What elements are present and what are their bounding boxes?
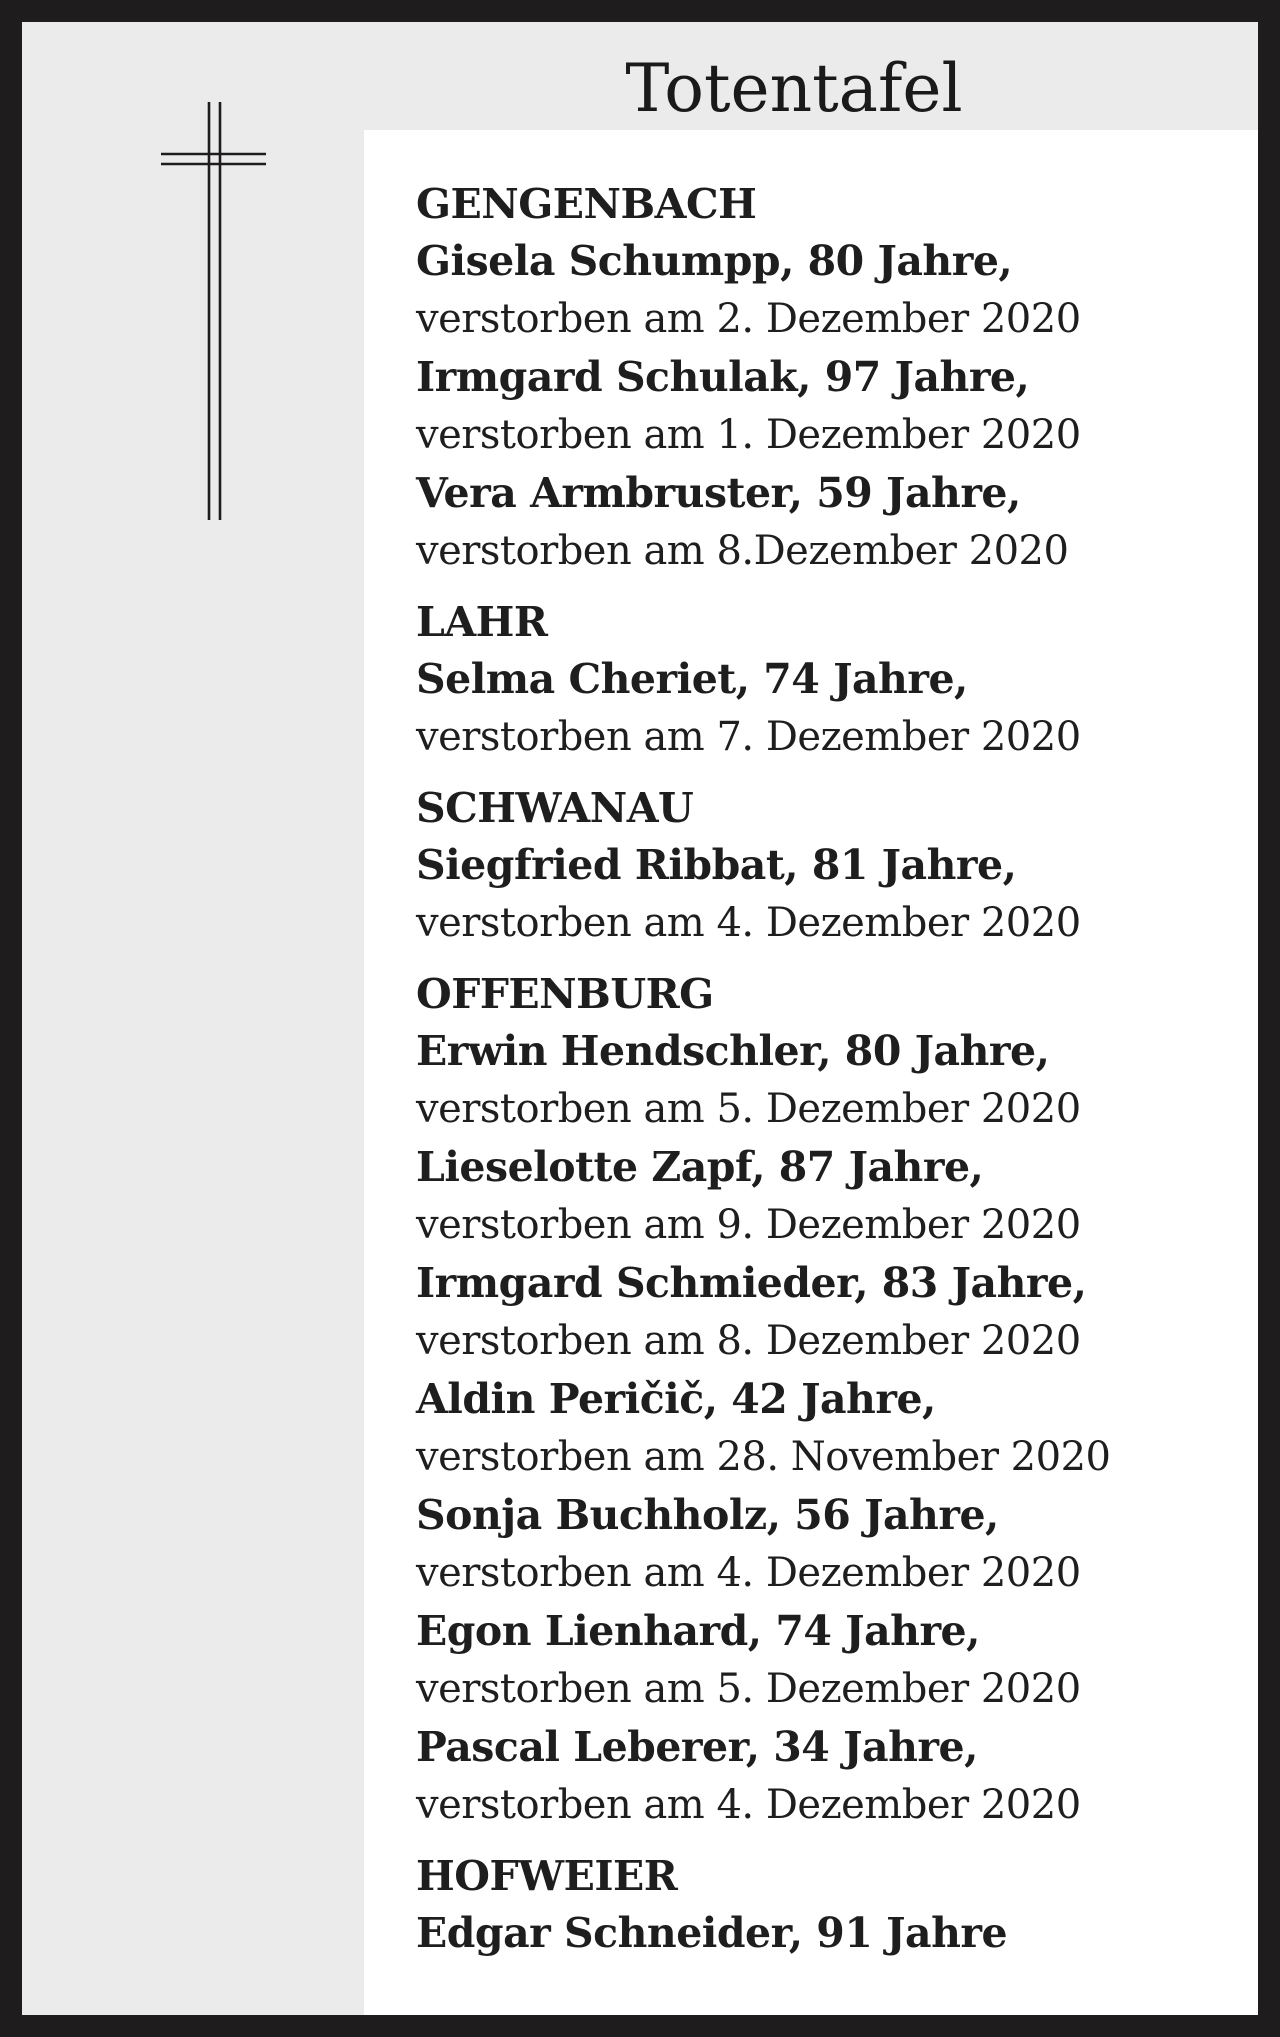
section-gengenbach — [416, 176, 1236, 580]
deceased-name: Gisela Schumpp, 80 Jahre, — [416, 237, 1013, 285]
death-date: verstorben am 9. Dezember 2020 — [416, 1202, 1081, 1248]
page-title: Totentafel — [625, 50, 963, 127]
deceased-name: Vera Armbruster, 59 Jahre, — [416, 469, 1021, 517]
place-heading: LAHR — [416, 598, 548, 646]
place-heading: SCHWANAU — [416, 784, 694, 832]
death-date: verstorben am 8. Dezember 2020 — [416, 1318, 1081, 1364]
section-schwanau — [416, 780, 1236, 952]
place-heading: OFFENBURG — [416, 970, 714, 1018]
deceased-name: Siegfried Ribbat, 81 Jahre, — [416, 841, 1017, 889]
deceased-name: Egon Lienhard, 74 Jahre, — [416, 1607, 980, 1655]
death-date: verstorben am 8.Dezember 2020 — [416, 528, 1069, 574]
deceased-name: Lieselotte Zapf, 87 Jahre, — [416, 1143, 984, 1191]
deceased-name: Erwin Hendschler, 80 Jahre, — [416, 1027, 1050, 1075]
deceased-name: Irmgard Schulak, 97 Jahre, — [416, 353, 1030, 401]
death-date: verstorben am 1. Dezember 2020 — [416, 412, 1081, 458]
death-date: verstorben am 7. Dezember 2020 — [416, 714, 1081, 760]
deceased-name: Aldin Peričič, 42 Jahre, — [416, 1375, 936, 1423]
place-heading: GENGENBACH — [416, 180, 757, 228]
section-hofweier — [416, 1848, 1236, 1962]
death-date: verstorben am 5. Dezember 2020 — [416, 1666, 1081, 1712]
place-heading: HOFWEIER — [416, 1852, 678, 1900]
deceased-name: Pascal Leberer, 34 Jahre, — [416, 1723, 978, 1771]
death-date: verstorben am 4. Dezember 2020 — [416, 1550, 1081, 1596]
deceased-name: Selma Cheriet, 74 Jahre, — [416, 655, 968, 703]
deceased-name: Irmgard Schmieder, 83 Jahre, — [416, 1259, 1087, 1307]
section-offenburg — [416, 966, 1236, 1834]
death-date: verstorben am 2. Dezember 2020 — [416, 296, 1081, 342]
obituary-list-panel — [364, 130, 1258, 2015]
obituary-list — [416, 176, 1236, 1976]
death-date: verstorben am 4. Dezember 2020 — [416, 1782, 1081, 1828]
death-date: verstorben am 5. Dezember 2020 — [416, 1086, 1081, 1132]
death-date: verstorben am 28. November 2020 — [416, 1434, 1111, 1480]
deceased-name: Sonja Buchholz, 56 Jahre, — [416, 1491, 999, 1539]
deceased-name: Edgar Schneider, 91 Jahre — [416, 1909, 1008, 1957]
death-date: verstorben am 4. Dezember 2020 — [416, 900, 1081, 946]
section-lahr — [416, 594, 1236, 766]
